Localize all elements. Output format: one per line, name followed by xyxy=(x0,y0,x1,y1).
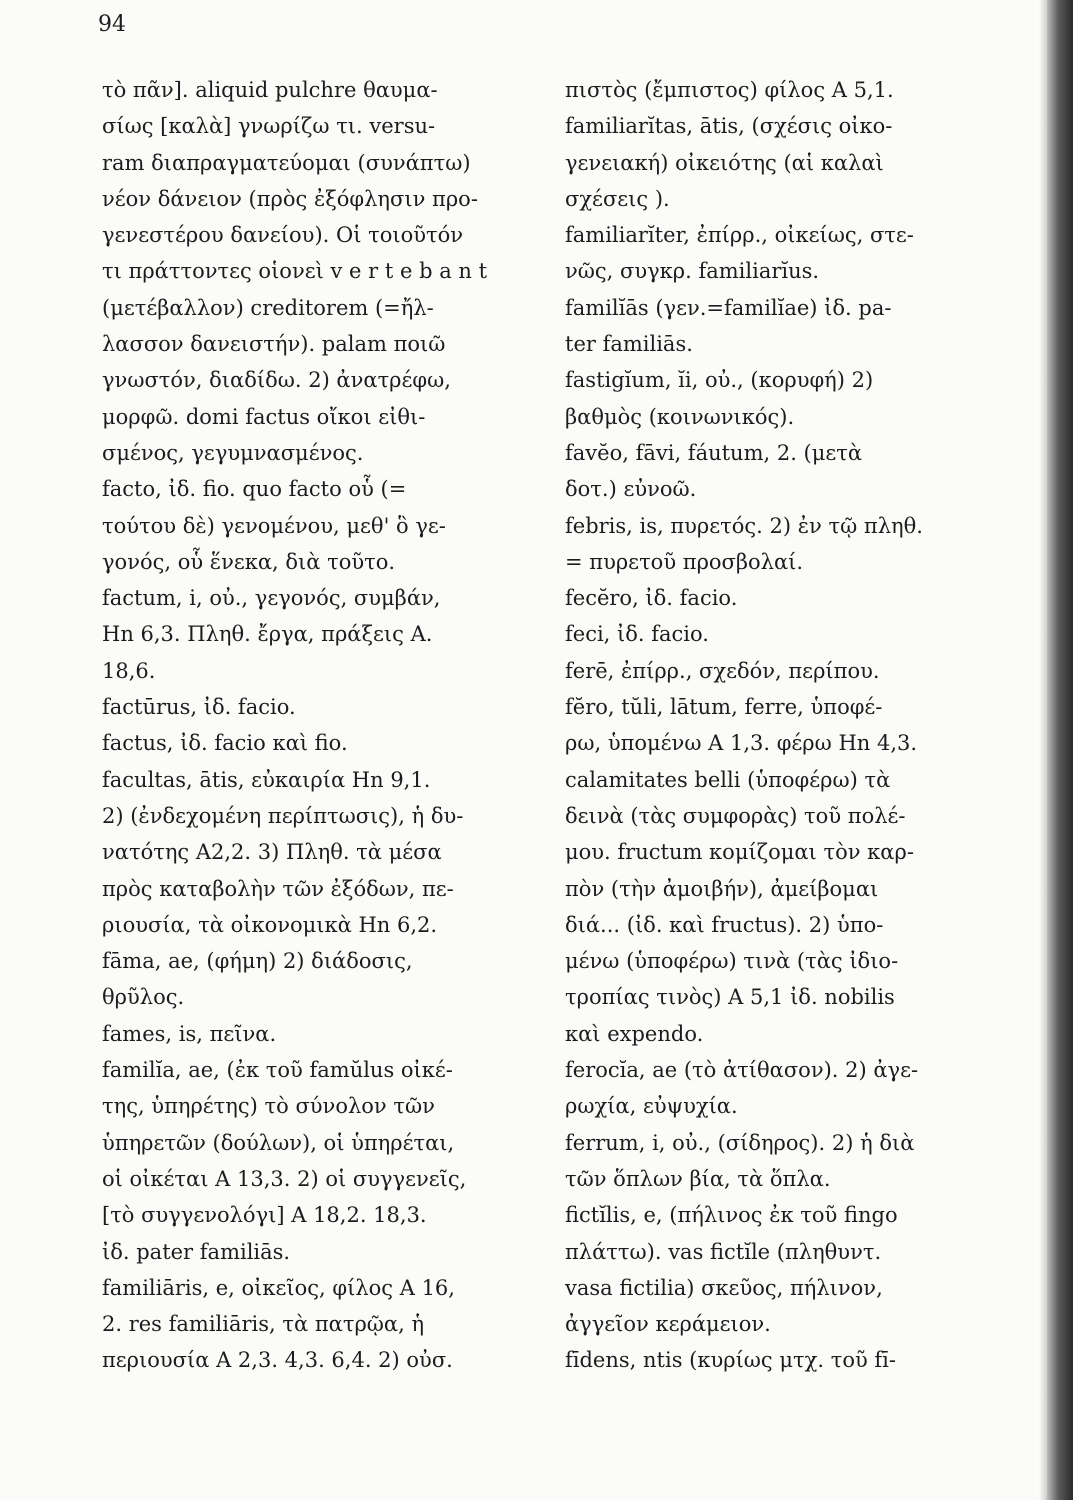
dictionary-line: γενεστέρου δανείου). Οἱ τοιοῦτόν xyxy=(102,223,464,248)
dictionary-line: ram διαπραγματεύομαι (συνάπτω) xyxy=(102,150,471,175)
dictionary-line: διά... (ἰδ. καὶ fructus). 2) ὑπο- xyxy=(565,912,884,937)
dictionary-line: ριουσία, τὰ οἰκονομικὰ Hn 6,2. xyxy=(102,912,438,937)
dictionary-line: 18,6. xyxy=(102,658,156,683)
dictionary-line: (μετέβαλλον) creditorem (=ἤλ- xyxy=(102,295,434,320)
dictionary-line: fastigĭum, ĭi, οὐ., (κορυφή) 2) xyxy=(565,368,874,393)
dictionary-line: familiarĭtas, ātis, (σχέσις οἰκο- xyxy=(565,114,893,139)
dictionary-line: ferē, ἐπίρρ., σχεδόν, περίπου. xyxy=(565,658,880,683)
dictionary-line: = πυρετοῦ προσβολαί. xyxy=(565,549,804,574)
dictionary-line: Hn 6,3. Πληθ. ἔργα, πράξεις A. xyxy=(102,622,433,647)
dictionary-line: πρὸς καταβολὴν τῶν ἐξόδων, πε- xyxy=(102,876,454,901)
dictionary-line: fictĭlis, e, (πήλινος ἐκ τοῦ fingo xyxy=(565,1203,898,1228)
dictionary-line: πὸν (τὴν ἀμοιβήν), ἀμείβομαι xyxy=(565,876,879,901)
dictionary-line: οἱ οἰκέται A 13,3. 2) οἱ συγγενεῖς, xyxy=(102,1166,467,1191)
dictionary-line: ter familiās. xyxy=(565,332,693,357)
right-column xyxy=(565,72,997,1379)
dictionary-line: τροπίας τινὸς) A 5,1 ἰδ. nobilis xyxy=(565,985,895,1010)
dictionary-line: vasa fictilia) σκεῦος, πήλινον, xyxy=(565,1275,883,1300)
dictionary-line: καὶ expendo. xyxy=(565,1021,704,1046)
dictionary-line: σχέσεις ). xyxy=(565,186,670,211)
dictionary-line: βαθμὸς (κοινωνικός). xyxy=(565,404,795,429)
dictionary-line: ρω, ὑπομένω A 1,3. φέρω Hn 4,3. xyxy=(565,731,918,756)
dictionary-line: δοτ.) εὐνοῶ. xyxy=(565,477,697,502)
dictionary-line: ἰδ. pater familiās. xyxy=(102,1239,291,1264)
dictionary-line: μένω (ὑποφέρω) τινὰ (τὰς ἰδιο- xyxy=(565,949,899,974)
dictionary-line: λασσον δανειστήν). palam ποιῶ xyxy=(102,332,446,357)
dictionary-line: γονός, οὗ ἕνεκα, διὰ τοῦτο. xyxy=(102,549,396,574)
dictionary-line: τὸ πᾶν]. aliquid pulchre θαυμα- xyxy=(102,78,438,102)
dictionary-line: της, ὑπηρέτης) τὸ σύνολον τῶν xyxy=(102,1094,435,1119)
dictionary-line: μου. fructum κομίζομαι τὸν καρ- xyxy=(565,840,914,865)
dictionary-line: familĭās (γεν.=familĭae) ἰδ. pa- xyxy=(565,295,892,320)
page-number: 94 xyxy=(98,12,126,37)
dictionary-line: 2. res familiāris, τὰ πατρῷα, ἡ xyxy=(102,1312,425,1337)
dictionary-line: μορφῶ. domi factus οἴκοι εἰθι- xyxy=(102,404,426,429)
dictionary-line: fāma, ae, (φήμη) 2) διάδοσις, xyxy=(102,949,413,974)
dictionary-line: calamitates belli (ὑποφέρω) τὰ xyxy=(565,767,891,792)
dictionary-line: fĕro, tŭli, lātum, ferre, ὑποφέ- xyxy=(565,695,883,720)
dictionary-line: νῶς, συγκρ. familiarĭus. xyxy=(565,259,820,284)
dictionary-line: τι πράττοντες οἱονεὶ v e r t e b a n t xyxy=(102,259,488,284)
dictionary-line: περιουσία A 2,3. 4,3. 6,4. 2) οὐσ. xyxy=(102,1348,453,1373)
dictionary-line: πιστὸς (ἔμπιστος) φίλος A 5,1. xyxy=(565,78,894,102)
left-column xyxy=(102,72,534,1379)
dictionary-line: γενειακή) οἰκειότης (αἱ καλαὶ xyxy=(565,150,884,175)
dictionary-line: febris, is, πυρετός. 2) ἐν τῷ πληθ. xyxy=(565,513,923,538)
dictionary-line: factūrus, ἰδ. facio. xyxy=(102,695,296,720)
dictionary-line: fecĕro, ἰδ. facio. xyxy=(565,586,738,611)
dictionary-line: τούτου δὲ) γενομένου, μεθ' ὃ γε- xyxy=(102,513,446,538)
dictionary-line: facto, ἰδ. fio. quo facto οὗ (= xyxy=(102,477,407,502)
dictionary-line: factum, i, οὐ., γεγονός, συμβάν, xyxy=(102,586,441,611)
book-binding-edge xyxy=(1047,0,1073,1500)
dictionary-line: familĭa, ae, (ἐκ τοῦ famŭlus οἰκέ- xyxy=(102,1058,453,1083)
dictionary-line: θρῦλος. xyxy=(102,985,185,1010)
binding-shadow xyxy=(1039,0,1047,1500)
dictionary-line: favĕo, fāvi, fáutum, 2. (μετὰ xyxy=(565,440,863,465)
dictionary-line: ὑπηρετῶν (δούλων), οἱ ὑπηρέται, xyxy=(102,1130,455,1155)
dictionary-line: νατότης A2,2. 3) Πληθ. τὰ μέσα xyxy=(102,840,442,865)
dictionary-line: fīdens, ntis (κυρίως μτχ. τοῦ fī- xyxy=(565,1348,896,1373)
dictionary-line: τῶν ὅπλων βία, τὰ ὅπλα. xyxy=(565,1166,831,1191)
dictionary-line: ἀγγεῖον κεράμειον. xyxy=(565,1312,771,1337)
dictionary-line: factus, ἰδ. facio καὶ fio. xyxy=(102,731,348,756)
dictionary-line: [τὸ συγγενολόγι] A 18,2. 18,3. xyxy=(102,1203,427,1228)
dictionary-line: familiāris, e, οἰκεῖος, φίλος A 16, xyxy=(102,1275,455,1300)
dictionary-line: ferrum, i, οὐ., (σίδηρος). 2) ἡ διὰ xyxy=(565,1130,915,1155)
dictionary-line: 2) (ἐνδεχομένη περίπτωσις), ἡ δυ- xyxy=(102,803,464,828)
dictionary-line: νέον δάνειον (πρὸς ἐξόφλησιν προ- xyxy=(102,186,478,211)
dictionary-line: σίως [καλὰ] γνωρίζω τι. versu- xyxy=(102,114,436,139)
dictionary-line: facultas, ātis, εὐκαιρία Hn 9,1. xyxy=(102,767,431,792)
dictionary-line: feci, ἰδ. facio. xyxy=(565,622,709,647)
dictionary-line: ρωχία, εὐψυχία. xyxy=(565,1094,738,1119)
dictionary-line: γνωστόν, διαδίδω. 2) ἀνατρέφω, xyxy=(102,368,451,393)
dictionary-line: familiarĭter, ἐπίρρ., οἰκείως, στε- xyxy=(565,223,914,248)
dictionary-line: δεινὰ (τὰς συμφορὰς) τοῦ πολέ- xyxy=(565,803,906,828)
dictionary-line: σμένος, γεγυμνασμένος. xyxy=(102,440,364,465)
dictionary-line: ferocĭa, ae (τὸ ἀτίθασον). 2) ἀγε- xyxy=(565,1058,919,1083)
dictionary-line: fames, is, πεῖνα. xyxy=(102,1021,277,1046)
dictionary-line: πλάττω). vas fictĭle (πληθυντ. xyxy=(565,1239,882,1264)
